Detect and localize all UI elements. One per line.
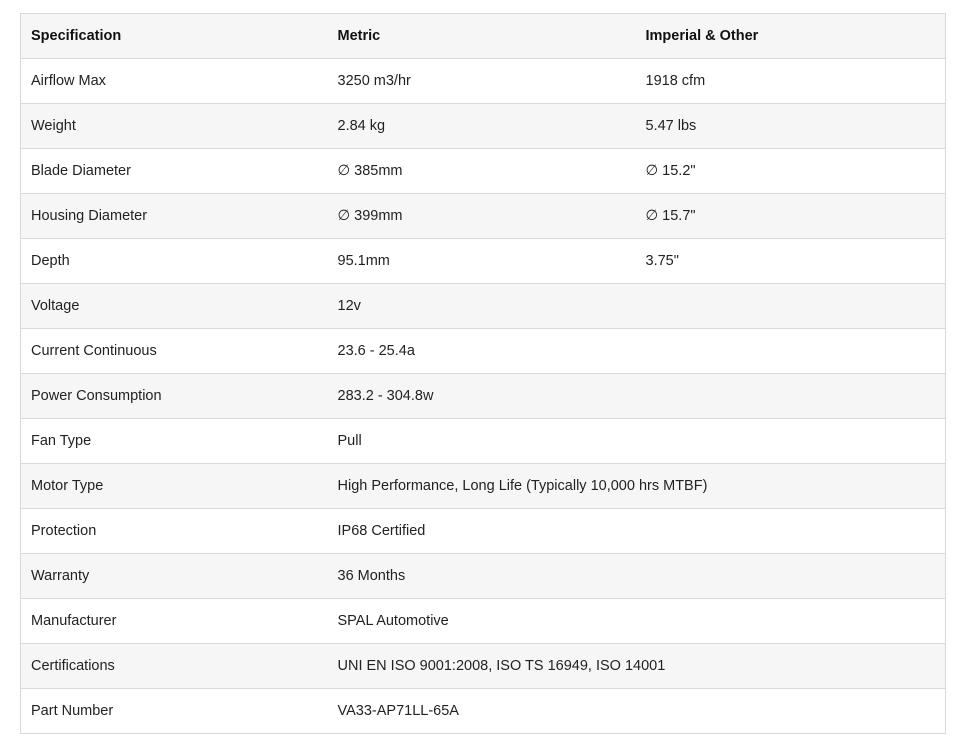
metric-value: 283.2 - 304.8w [328,374,636,419]
metric-value: 95.1mm [328,239,636,284]
metric-value: 12v [328,284,636,329]
spec-label: Current Continuous [21,329,328,374]
header-specification: Specification [21,14,328,59]
table-row [21,59,946,104]
imperial-value [636,329,946,374]
imperial-value: ∅ 15.7" [636,194,946,239]
table-row [21,689,946,734]
spec-label: Protection [21,509,328,554]
imperial-value: 1918 cfm [636,59,946,104]
imperial-value: ∅ 15.2" [636,149,946,194]
table-row [21,194,946,239]
table-row [21,599,946,644]
spec-label: Warranty [21,554,328,599]
metric-value: ∅ 399mm [328,194,636,239]
spec-label: Airflow Max [21,59,328,104]
spec-label: Fan Type [21,419,328,464]
table-row [21,104,946,149]
imperial-value [636,419,946,464]
table-row [21,374,946,419]
imperial-value [636,284,946,329]
spec-label: Certifications [21,644,328,689]
table-row [21,509,946,554]
metric-value: 23.6 - 25.4a [328,329,636,374]
table-row [21,419,946,464]
imperial-value [636,554,946,599]
metric-value: ∅ 385mm [328,149,636,194]
imperial-value [636,374,946,419]
table-body [21,59,946,734]
table-row [21,464,946,509]
imperial-value: 3.75" [636,239,946,284]
metric-value: 3250 m3/hr [328,59,636,104]
spec-label: Blade Diameter [21,149,328,194]
imperial-value [636,599,946,644]
imperial-value: 5.47 lbs [636,104,946,149]
metric-value: High Performance, Long Life (Typically 10,000 hrs MTBF) [328,464,636,509]
table-header-row [21,14,946,59]
spec-label: Depth [21,239,328,284]
header-metric: Metric [328,14,636,59]
table-row [21,239,946,284]
header-imperial: Imperial & Other [636,14,946,59]
spec-label: Housing Diameter [21,194,328,239]
table-row [21,329,946,374]
table-row [21,554,946,599]
table-row [21,284,946,329]
table-row [21,644,946,689]
spec-label: Manufacturer [21,599,328,644]
metric-value: UNI EN ISO 9001:2008, ISO TS 16949, ISO 14001 [328,644,636,689]
metric-value: IP68 Certified [328,509,636,554]
imperial-value [636,509,946,554]
spec-label: Motor Type [21,464,328,509]
spec-label: Part Number [21,689,328,734]
spec-label: Weight [21,104,328,149]
imperial-value [636,644,946,689]
table-row [21,149,946,194]
metric-value: 36 Months [328,554,636,599]
metric-value: Pull [328,419,636,464]
imperial-value [636,689,946,734]
spec-label: Voltage [21,284,328,329]
metric-value: 2.84 kg [328,104,636,149]
metric-value: VA33-AP71LL-65A [328,689,636,734]
spec-table [20,13,946,734]
metric-value: SPAL Automotive [328,599,636,644]
spec-label: Power Consumption [21,374,328,419]
